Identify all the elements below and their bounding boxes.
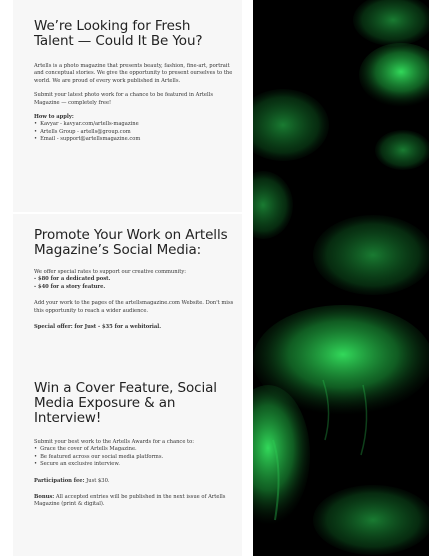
section-awards: [34, 381, 234, 509]
list-item: • Artells Group - artells@group.com: [34, 129, 234, 136]
fee-value: Just $30.: [84, 477, 110, 484]
jellyfish-photo: [253, 0, 429, 556]
list-item: • Kavyar - kavyar.com/artells-magazine: [34, 121, 234, 128]
submit-paragraph: Submit your latest photo work for a chance to be featured in Artells Magazine — completely free!: [34, 92, 213, 106]
intro-paragraph: Artells is a photo magazine that presents beauty, fashion, fine-art, portrait and conceptual stories. We give the opportunity to present ourselves to the world. We are proud of every work published in Artells.: [34, 63, 233, 84]
title-line-1: Win a Cover Feature, Social: [34, 380, 217, 396]
participation-fee: [34, 478, 234, 485]
jellyfish-illustration: [253, 0, 429, 556]
card-fresh-talent: [13, 0, 242, 212]
title-line-2: Media Exposure & an Interview!: [34, 395, 176, 426]
rate-story-feature: - $40 for a story feature.: [34, 283, 106, 290]
website-paragraph: Add your work to the pages of the artellsmagazine.com Website. Don't miss this opportunity to reach a wider audience.: [34, 300, 234, 314]
section-title-fresh-talent: [34, 19, 234, 49]
section-fresh-talent: [34, 19, 234, 144]
awards-list: [34, 446, 234, 468]
list-item: • Be featured across our social media platforms.: [34, 454, 234, 461]
special-offer: Special offer: for Just - $35 for a webitorial.: [34, 324, 162, 331]
title-line-1: Promote Your Work on Artells: [34, 227, 228, 243]
rates-intro: [34, 269, 234, 291]
how-to-list: [34, 121, 234, 143]
section-title-awards: [34, 381, 234, 426]
fee-label: Participation fee:: [34, 477, 85, 484]
bonus-text: All accepted entries will be published in the next issue of Artells Magazine (print & digital).: [34, 494, 226, 508]
section-promote: [34, 228, 234, 331]
jellyfish-center: [313, 215, 429, 295]
jellyfish-right-small: [375, 130, 429, 170]
rate-dedicated-post: - $80 for a dedicated post.: [34, 276, 111, 283]
title-line-1: We’re Looking for Fresh: [34, 18, 191, 34]
rates-intro-text: We offer special rates to support our creative community:: [34, 269, 187, 275]
awards-intro: Submit your best work to the Artells Awards for a chance to:: [34, 439, 195, 445]
card-promote-and-awards: [13, 214, 242, 556]
bonus-label: Bonus:: [34, 494, 55, 501]
section-title-promote: [34, 228, 234, 258]
list-item: • Grace the cover of Artells Magazine.: [34, 446, 234, 453]
list-item: • Secure an exclusive interview.: [34, 461, 234, 468]
bonus-paragraph: [34, 494, 234, 509]
list-item: • Email - support@artellsmagazine.com: [34, 136, 234, 143]
jellyfish-bottom-right: [313, 485, 429, 555]
title-line-2: Talent — Could It Be You?: [34, 33, 203, 49]
title-line-2: Magazine’s Social Media:: [34, 242, 202, 258]
how-to-heading: How to apply:: [34, 114, 74, 121]
